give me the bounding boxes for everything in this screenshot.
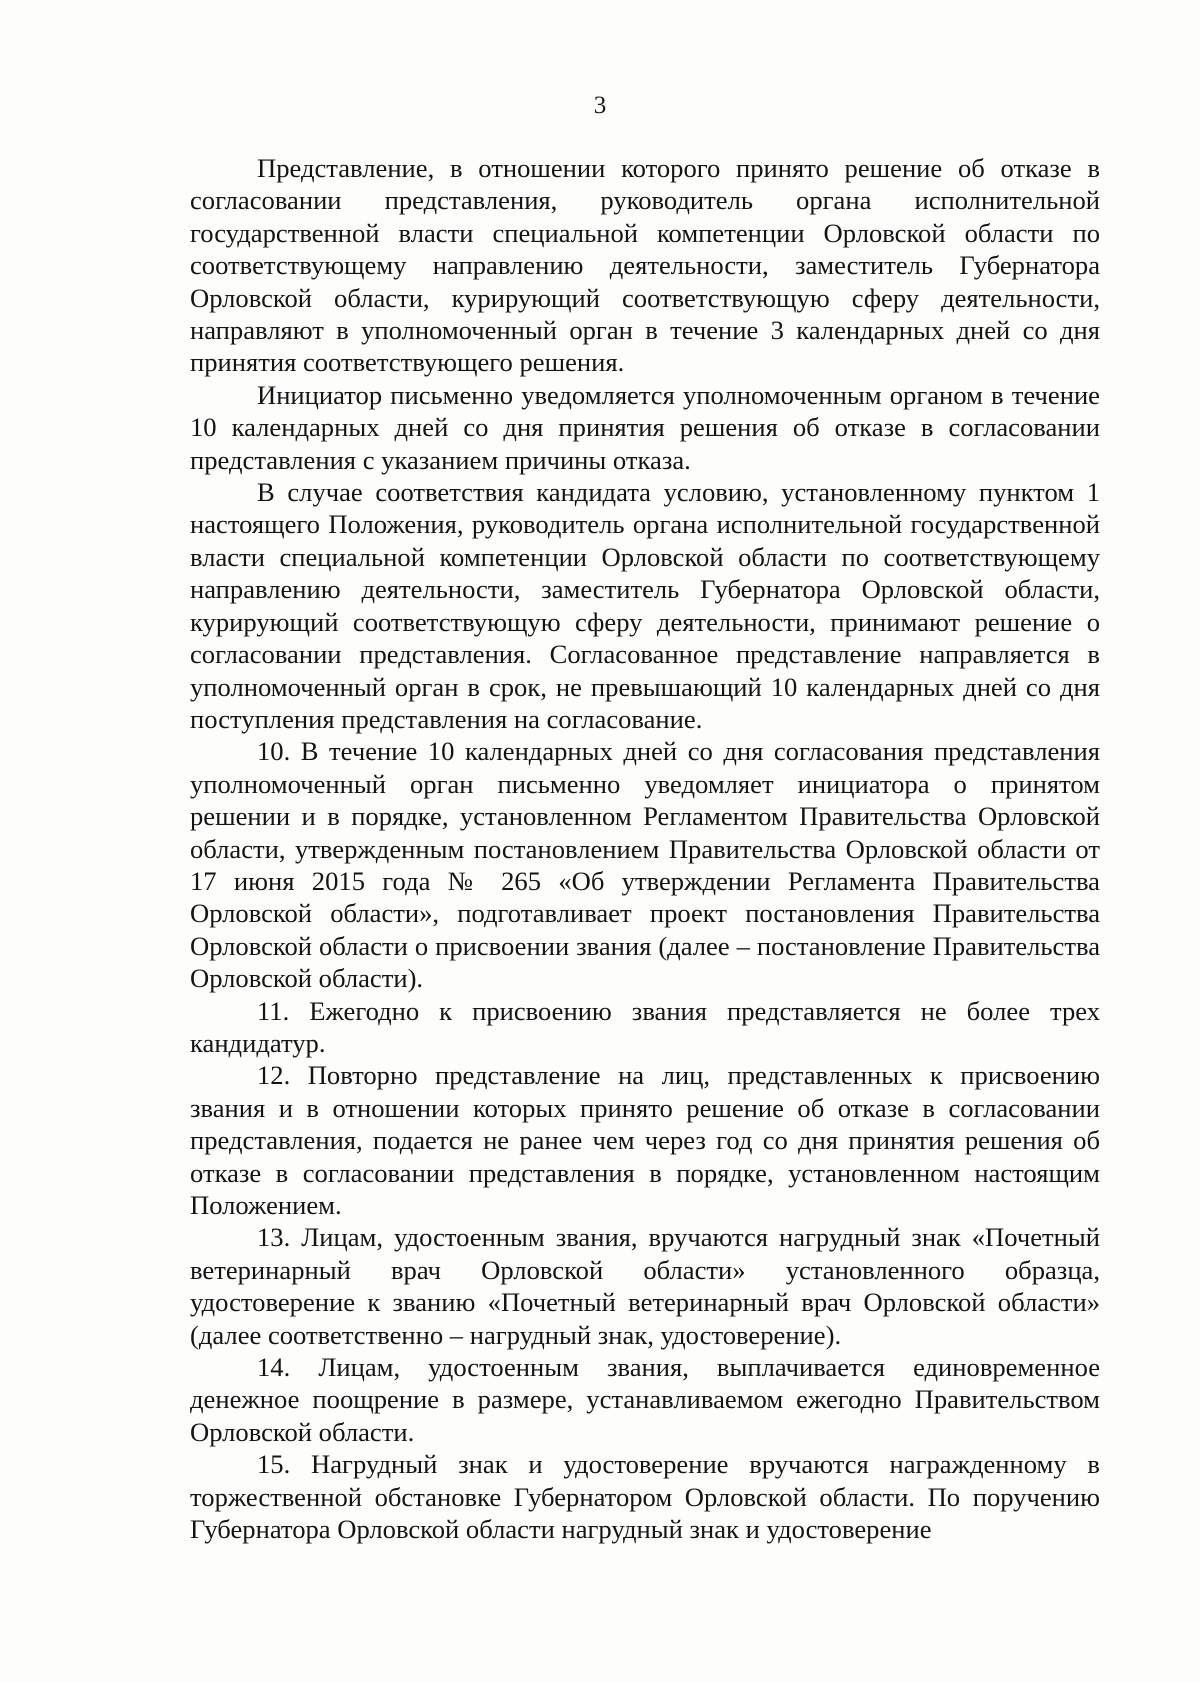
paragraph-item-15: 15. Нагрудный знак и удостоверение вручаются награжденному в торжественной обстановке Губернатором Орловской области. По поручению Губернатора Орловской области нагрудный знак и удостоверение	[190, 1449, 1100, 1545]
paragraph-candidate-approval: В случае соответствия кандидата условию, установленному пунктом 1 настоящего Положения, руководитель органа исполнительной государственной власти специальной компетенции Орловской области по соответствующему направлению деятельности, заместитель Губернатора Орловской области, курирующий соответствующую сферу деятельности, принимают решение о согласовании представления. Согласованное представление направляется в уполномоченный орган в срок, не превышающий 10 календарных дней со дня поступления представления на согласование.	[190, 477, 1100, 734]
page-number: 3	[593, 92, 607, 119]
paragraph-item-11: 11. Ежегодно к присвоению звания представляется не более трех кандидатур.	[190, 995, 1100, 1058]
paragraph-representation-refusal: Представление, в отношении которого принято решение об отказе в согласовании представления, руководитель органа исполнительной государственной власти специальной компетенции Орловской области по соответствующему направлению деятельности, заместитель Губернатора Орловской области, курирующий соответствующую сферу деятельности, направляют в уполномоченный орган в течение 3 календарных дней со дня принятия соответствующего решения.	[190, 153, 1100, 378]
document-body	[190, 152, 1100, 1545]
paragraph-initiator-notice: Инициатор письменно уведомляется уполномоченным органом в течение 10 календарных дней со дня принятия решения об отказе в согласовании представления с указанием причины отказа.	[190, 379, 1100, 475]
paragraph-item-12: 12. Повторно представление на лиц, представленных к присвоению звания и в отношении которых принято решение об отказе в согласовании представления, подается не ранее чем через год со дня принятия решения об отказе в согласовании представления в порядке, установленном настоящим Положением.	[190, 1060, 1100, 1220]
paragraph-item-10: 10. В течение 10 календарных дней со дня согласования представления уполномоченный орган письменно уведомляет инициатора о принятом решении и в порядке, установленном Регламентом Правительства Орловской области, утвержденным постановлением Правительства Орловской области от 17 июня 2015 года № 265 «Об утверждении Регламента Правительства Орловской области», подготавливает проект постановления Правительства Орловской области о присвоении звания (далее – постановление Правительства Орловской области).	[190, 736, 1100, 994]
paragraph-item-14: 14. Лицам, удостоенным звания, выплачивается единовременное денежное поощрение в размере, устанавливаемом ежегодно Правительством Орловской области.	[190, 1352, 1100, 1447]
paragraph-item-13: 13. Лицам, удостоенным звания, вручаются нагрудный знак «Почетный ветеринарный врач Орловской области» установленного образца, удостоверение к званию «Почетный ветеринарный врач Орловской области» (далее соответственно – нагрудный знак, удостоверение).	[190, 1222, 1100, 1350]
